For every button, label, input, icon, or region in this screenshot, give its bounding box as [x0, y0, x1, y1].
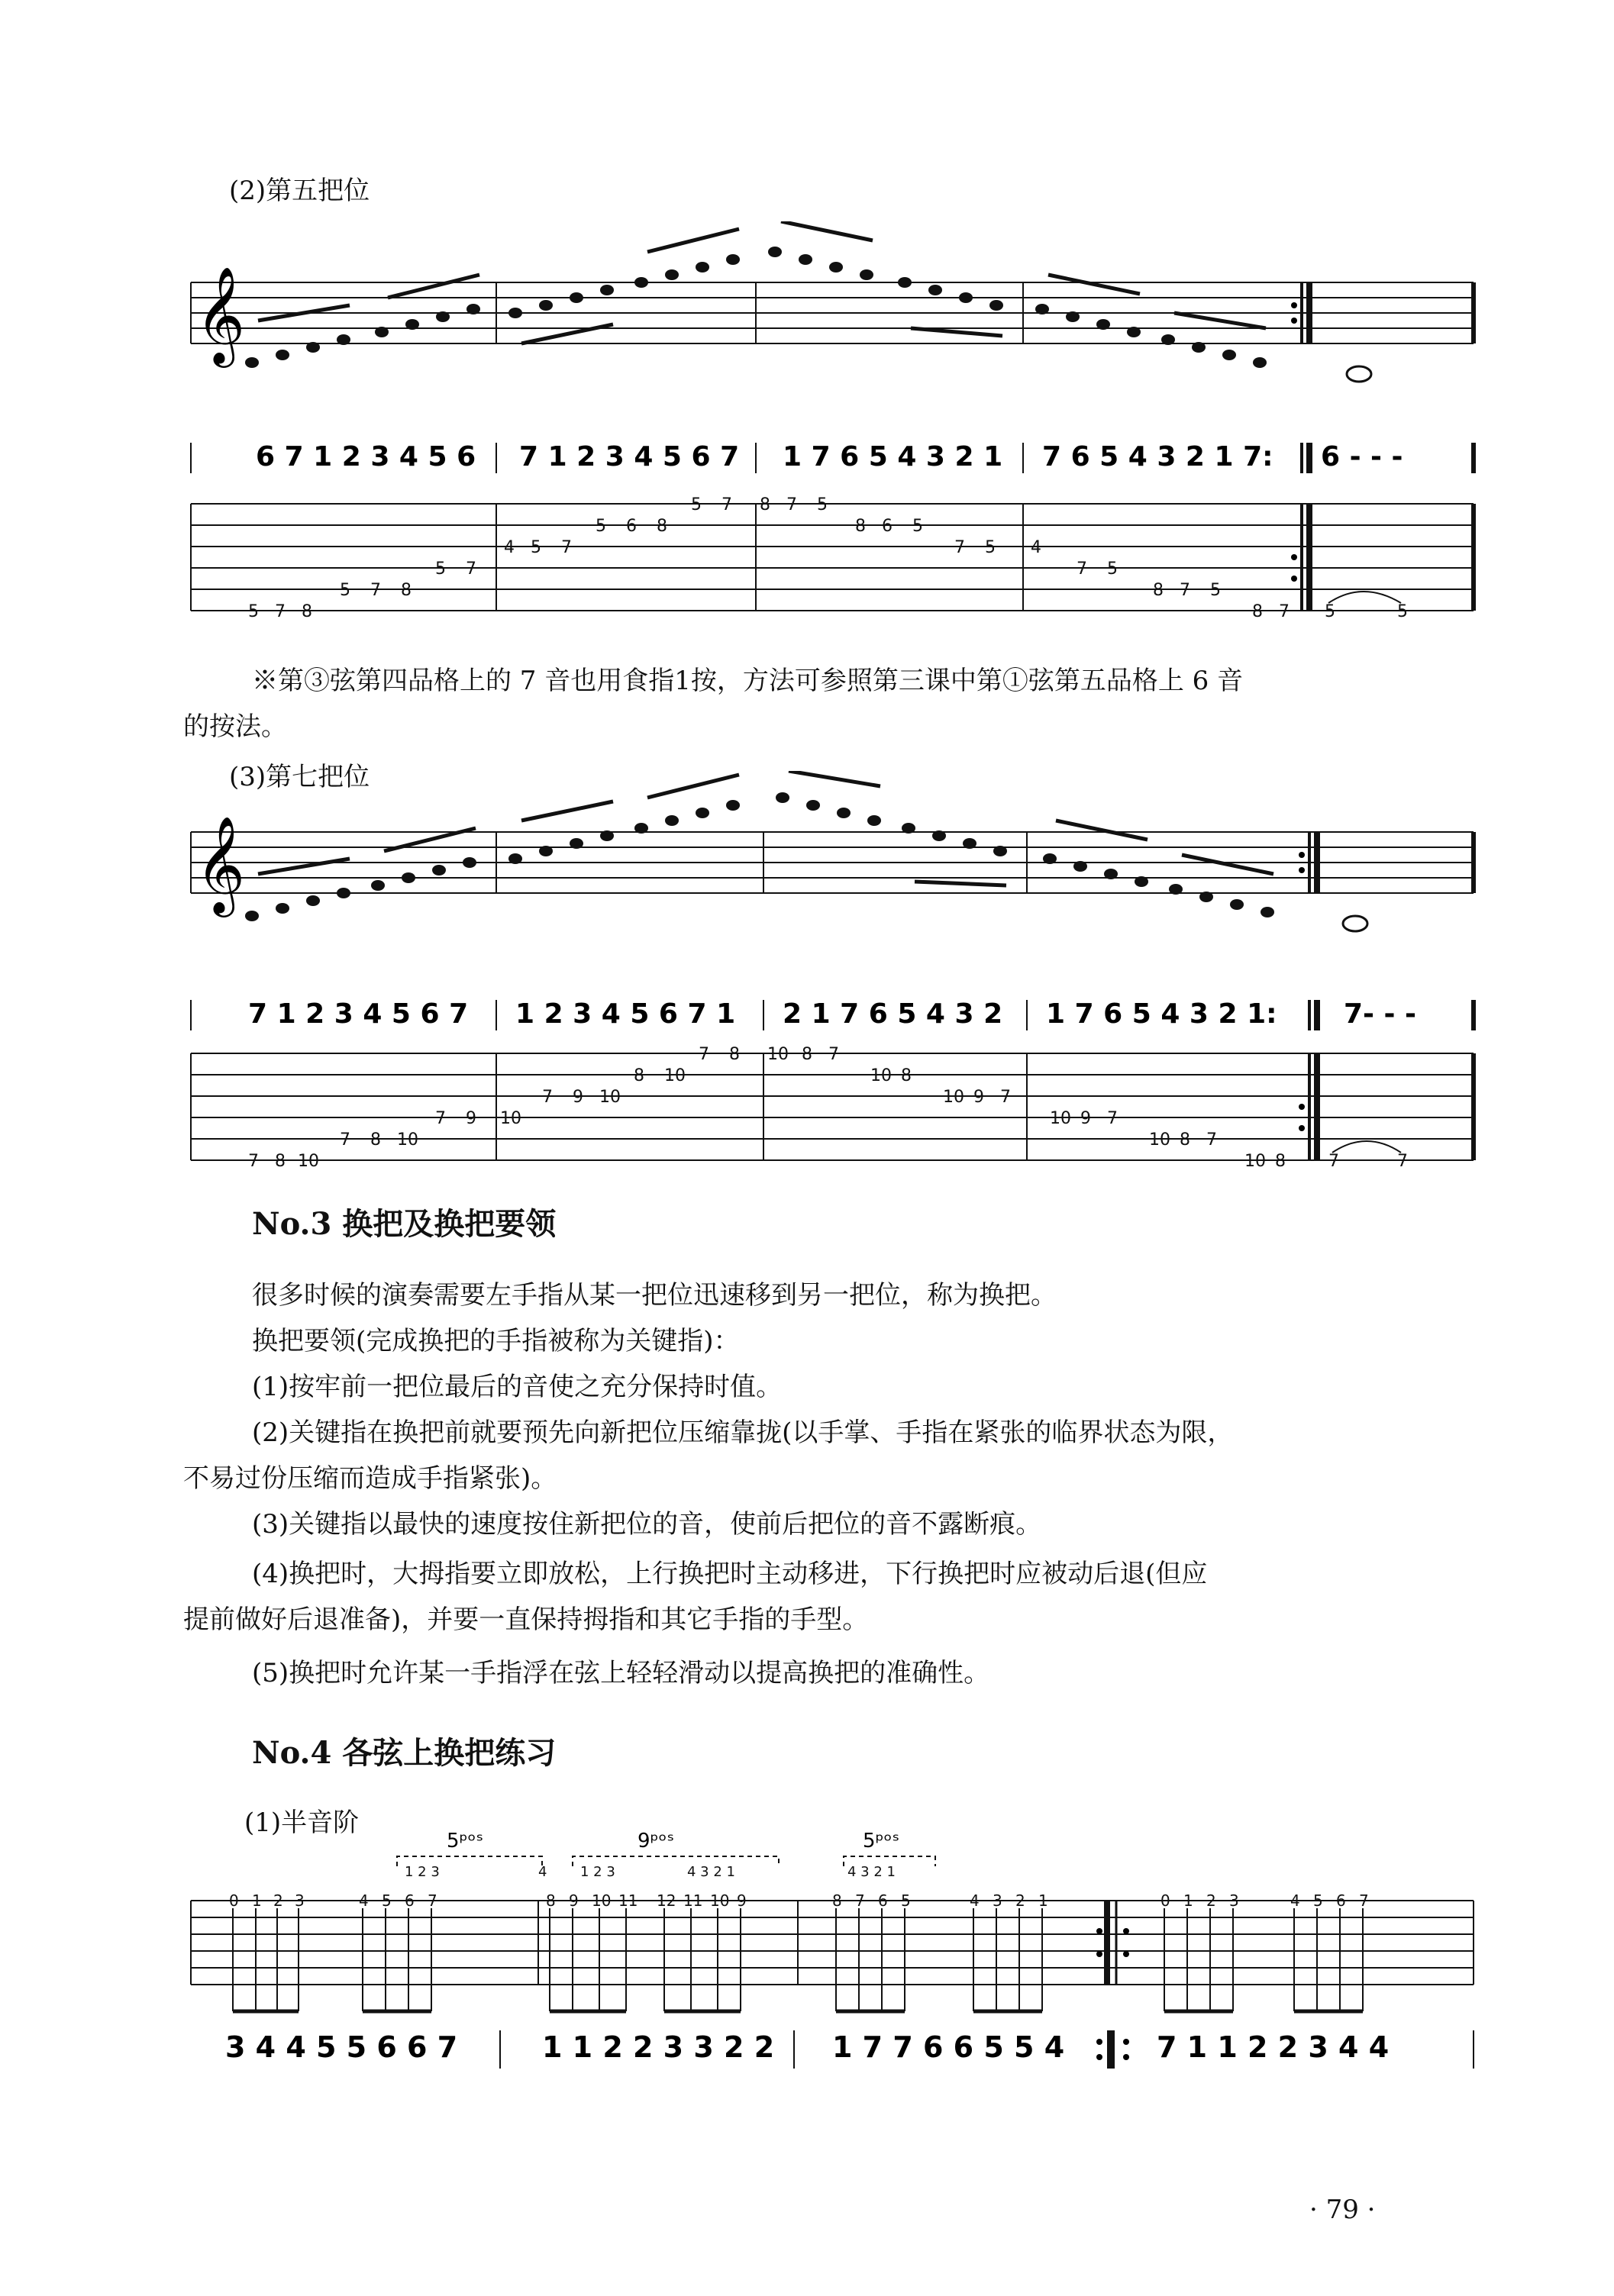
svg-text:9: 9	[569, 1891, 579, 1910]
svg-text:8: 8	[370, 1130, 381, 1150]
svg-text:8: 8	[832, 1891, 842, 1910]
jianpu-pos7-m1: 7 1 2 3 4 5 6 7	[248, 998, 469, 1030]
jianpu-no4-m4: 7 1 1 2 2 3 4 4	[1157, 2030, 1390, 2064]
svg-text:4: 4	[504, 538, 515, 557]
pos-mark-2: 9ᵖᵒˢ	[638, 1830, 675, 1853]
svg-text:11: 11	[683, 1891, 703, 1910]
svg-text:4 3 2 1: 4 3 2 1	[687, 1864, 735, 1880]
no3-para-4b: 不易过份压缩而造成手指紧张)。	[183, 1463, 557, 1494]
svg-text:8: 8	[1153, 581, 1164, 600]
svg-text:7: 7	[370, 581, 381, 600]
jianpu-pos7-m2: 1 2 3 4 5 6 7 1	[515, 998, 736, 1030]
svg-text:9: 9	[973, 1088, 984, 1107]
svg-text:4: 4	[1031, 538, 1041, 557]
svg-text:9: 9	[737, 1891, 747, 1910]
no3-para-2: 换把要领(完成换把的手指被称为关键指)：	[252, 1326, 740, 1356]
svg-text:8: 8	[302, 602, 312, 618]
treble-clef-icon: 𝄞	[195, 266, 246, 363]
svg-text:10: 10	[710, 1891, 730, 1910]
svg-text:3: 3	[295, 1891, 305, 1910]
section-title-pos7: (3)第七把位	[229, 762, 370, 792]
svg-text:9: 9	[466, 1109, 476, 1128]
svg-text:10: 10	[397, 1130, 418, 1150]
svg-text:5: 5	[1210, 581, 1221, 600]
svg-text:1: 1	[1038, 1891, 1048, 1910]
no4-subtitle: (1)半音阶	[244, 1807, 360, 1838]
heading-no4: No.4 各弦上换把练习	[252, 1735, 557, 1771]
svg-text:10: 10	[767, 1045, 789, 1064]
pos-mark-1: 5ᵖᵒˢ	[447, 1830, 484, 1853]
svg-text:8: 8	[634, 1066, 644, 1085]
svg-text:2: 2	[1206, 1891, 1216, 1910]
svg-text:8: 8	[657, 517, 667, 536]
svg-text:5: 5	[1397, 602, 1408, 618]
no3-para-6a: (4)换把时，大拇指要立即放松，上行换把时主动移进，下行换把时应被动后退(但应	[252, 1559, 1208, 1589]
svg-text:12: 12	[657, 1891, 676, 1910]
staff-pos7	[183, 771, 1481, 1168]
svg-text:1: 1	[1183, 1891, 1193, 1910]
jianpu-pos5-m1: 6 7 1 2 3 4 5 6	[256, 441, 476, 472]
staff-pos5	[183, 221, 1481, 618]
section-title-pos5: (2)第五把位	[229, 176, 370, 206]
svg-text:10: 10	[1050, 1109, 1071, 1128]
svg-text:7: 7	[1107, 1109, 1118, 1128]
svg-text:7: 7	[435, 1109, 446, 1128]
svg-text:4: 4	[359, 1891, 369, 1910]
svg-text:8: 8	[1275, 1152, 1286, 1168]
note-line2: 的按法。	[183, 711, 287, 742]
jianpu-no4-m1: 3 4 4 5 5 6 6 7	[225, 2030, 458, 2064]
jianpu-pos5-m3: 1 7 6 5 4 3 2 1	[783, 441, 1003, 472]
svg-text:7: 7	[1397, 1152, 1408, 1168]
no3-para-5: (3)关键指以最快的速度按住新把位的音，使前后把位的音不露断痕。	[252, 1509, 1042, 1540]
svg-text:5: 5	[901, 1891, 911, 1910]
svg-text:5: 5	[1313, 1891, 1323, 1910]
svg-text:8: 8	[802, 1045, 812, 1064]
svg-text:6: 6	[626, 517, 637, 536]
svg-text:4: 4	[538, 1864, 547, 1880]
heading-no3: No.3 换把及换把要领	[252, 1206, 557, 1242]
svg-text:10: 10	[943, 1088, 964, 1107]
svg-text:8: 8	[760, 495, 770, 514]
svg-text:8: 8	[1180, 1130, 1190, 1150]
svg-text:10: 10	[298, 1152, 319, 1168]
jianpu-pos7-m5: 7- - -	[1344, 998, 1416, 1030]
svg-text:7: 7	[542, 1088, 553, 1107]
svg-text:5: 5	[248, 602, 259, 618]
no3-para-3: (1)按牢前一把位最后的音使之充分保持时值。	[252, 1372, 783, 1402]
svg-text:7: 7	[466, 559, 476, 579]
jianpu-pos5-m5: 6 - - -	[1321, 441, 1403, 472]
svg-text:5: 5	[596, 517, 606, 536]
svg-text:7: 7	[1077, 559, 1087, 579]
jianpu-pos5-m2: 7 1 2 3 4 5 6 7	[519, 441, 740, 472]
svg-text:10: 10	[592, 1891, 612, 1910]
svg-text:2: 2	[273, 1891, 283, 1910]
page-number: · 79 ·	[1309, 2194, 1376, 2225]
svg-text:5: 5	[817, 495, 828, 514]
jianpu-no4-m3: 1 7 7 6 6 5 5 4	[832, 2030, 1065, 2064]
svg-text:1: 1	[252, 1891, 262, 1910]
svg-text:0: 0	[229, 1891, 239, 1910]
svg-text:5: 5	[340, 581, 350, 600]
svg-text:7: 7	[1206, 1130, 1217, 1150]
note-line1: ※第③弦第四品格上的 7 音也用食指1按，方法可参照第三课中第①弦第五品格上 6 音	[252, 666, 1244, 696]
svg-text:7: 7	[855, 1891, 865, 1910]
svg-text:1 2 3: 1 2 3	[405, 1864, 440, 1880]
svg-text:5: 5	[1325, 602, 1335, 618]
svg-text:10: 10	[599, 1088, 621, 1107]
svg-text:10: 10	[500, 1109, 521, 1128]
svg-text:5: 5	[691, 495, 702, 514]
svg-text:7: 7	[248, 1152, 259, 1168]
no3-para-1: 很多时候的演奏需要左手指从某一把位迅速移到另一把位，称为换把。	[252, 1280, 1057, 1311]
svg-text:5: 5	[985, 538, 996, 557]
svg-text:10: 10	[664, 1066, 686, 1085]
svg-text:7: 7	[561, 538, 572, 557]
svg-text:5: 5	[912, 517, 923, 536]
no3-para-4a: (2)关键指在换把前就要预先向新把位压缩靠拢(以手掌、手指在紧张的临界状态为限，	[252, 1417, 1234, 1448]
svg-text:0: 0	[1160, 1891, 1170, 1910]
svg-text:2: 2	[1015, 1891, 1025, 1910]
chromatic-tab	[183, 1824, 1481, 2084]
no3-para-6b: 提前做好后退准备)，并要一直保持拇指和其它手指的手型。	[183, 1604, 869, 1635]
svg-text:5: 5	[531, 538, 541, 557]
svg-text:8: 8	[546, 1891, 556, 1910]
svg-text:8: 8	[855, 517, 866, 536]
svg-text:8: 8	[275, 1152, 286, 1168]
svg-text:5: 5	[382, 1891, 392, 1910]
svg-text:10: 10	[1149, 1130, 1170, 1150]
svg-text:6: 6	[1336, 1891, 1346, 1910]
jianpu-pos7-m3: 2 1 7 6 5 4 3 2	[783, 998, 1003, 1030]
svg-text:4 3 2 1: 4 3 2 1	[847, 1864, 896, 1880]
svg-text:4: 4	[970, 1891, 980, 1910]
svg-text:8: 8	[1252, 602, 1263, 618]
svg-text:7: 7	[340, 1130, 350, 1150]
treble-clef-icon: 𝄞	[195, 815, 246, 913]
svg-text:7: 7	[1359, 1891, 1369, 1910]
svg-text:7: 7	[275, 602, 286, 618]
svg-text:6: 6	[882, 517, 893, 536]
svg-text:7: 7	[1180, 581, 1190, 600]
svg-text:7: 7	[699, 1045, 709, 1064]
svg-text:1 2 3: 1 2 3	[580, 1864, 615, 1880]
svg-text:9: 9	[573, 1088, 583, 1107]
svg-text:5: 5	[1107, 559, 1118, 579]
svg-text:9: 9	[1080, 1109, 1091, 1128]
jianpu-no4-m2: 1 1 2 2 3 3 2 2	[542, 2030, 775, 2064]
svg-text:8: 8	[901, 1066, 912, 1085]
svg-text:5: 5	[435, 559, 446, 579]
svg-text:10: 10	[870, 1066, 892, 1085]
svg-text:7: 7	[828, 1045, 839, 1064]
svg-text:11: 11	[618, 1891, 638, 1910]
svg-text:10: 10	[1244, 1152, 1266, 1168]
svg-text:7: 7	[428, 1891, 437, 1910]
svg-text:6: 6	[405, 1891, 415, 1910]
svg-text:7: 7	[1000, 1088, 1011, 1107]
svg-text:7: 7	[954, 538, 965, 557]
svg-text:7: 7	[1328, 1152, 1339, 1168]
svg-text:7: 7	[1279, 602, 1290, 618]
svg-text:7: 7	[721, 495, 732, 514]
svg-text:3: 3	[1229, 1891, 1239, 1910]
svg-text:8: 8	[401, 581, 412, 600]
jianpu-pos5-m4: 7 6 5 4 3 2 1 7:	[1042, 441, 1273, 472]
svg-text:7: 7	[786, 495, 797, 514]
svg-text:6: 6	[878, 1891, 888, 1910]
pos-mark-3: 5ᵖᵒˢ	[863, 1830, 900, 1853]
svg-text:8: 8	[729, 1045, 740, 1064]
jianpu-pos7-m4: 1 7 6 5 4 3 2 1:	[1046, 998, 1277, 1030]
no3-para-7: (5)换把时允许某一手指浮在弦上轻轻滑动以提高换把的准确性。	[252, 1658, 990, 1688]
svg-text:4: 4	[1290, 1891, 1300, 1910]
svg-text:3: 3	[993, 1891, 1002, 1910]
